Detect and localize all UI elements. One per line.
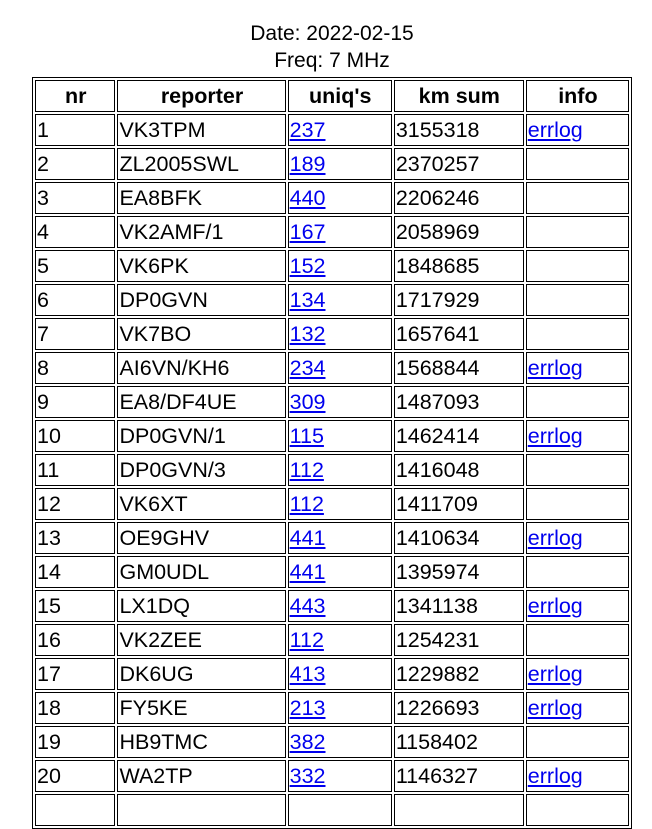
cell-info bbox=[526, 794, 629, 826]
cell-km-sum: 2206246 bbox=[394, 182, 524, 214]
cell-nr: 10 bbox=[35, 420, 115, 452]
cell-uniqs-link[interactable]: 234 bbox=[289, 356, 326, 380]
cell-nr: 11 bbox=[35, 454, 115, 486]
cell-reporter: VK6PK bbox=[117, 250, 285, 282]
cell-km-sum: 1229882 bbox=[394, 658, 524, 690]
cell-uniqs-link[interactable]: 112 bbox=[289, 458, 324, 482]
cell-reporter: ZL2005SWL bbox=[117, 148, 285, 180]
cell-reporter: HB9TMC bbox=[117, 726, 285, 758]
cell-info-link[interactable]: errlog bbox=[527, 118, 583, 142]
cell-uniqs bbox=[288, 386, 392, 418]
cell-uniqs-link[interactable]: 152 bbox=[289, 254, 326, 278]
table-row bbox=[35, 488, 629, 520]
cell-km-sum: 1254231 bbox=[394, 624, 524, 656]
table-row bbox=[35, 658, 629, 690]
cell-info bbox=[526, 318, 629, 350]
column-header-km-sum: km sum bbox=[394, 80, 524, 112]
cell-uniqs bbox=[288, 522, 392, 554]
cell-info bbox=[526, 250, 629, 282]
cell-km-sum: 1848685 bbox=[394, 250, 524, 282]
cell-info-link[interactable]: errlog bbox=[527, 526, 583, 550]
cell-uniqs bbox=[288, 114, 392, 146]
reporter-ranking-table bbox=[32, 77, 632, 829]
cell-reporter: DP0GVN/3 bbox=[117, 454, 285, 486]
cell-reporter: OE9GHV bbox=[117, 522, 285, 554]
cell-nr: 5 bbox=[35, 250, 115, 282]
table-row bbox=[35, 386, 629, 418]
cell-reporter: VK7BO bbox=[117, 318, 285, 350]
cell-reporter: VK2AMF/1 bbox=[117, 216, 285, 248]
cell-uniqs bbox=[288, 488, 392, 520]
cell-uniqs-link[interactable]: 309 bbox=[289, 390, 326, 414]
table-header bbox=[35, 80, 629, 112]
cell-nr: 18 bbox=[35, 692, 115, 724]
cell-uniqs bbox=[288, 726, 392, 758]
cell-info bbox=[526, 556, 629, 588]
cell-info bbox=[526, 114, 629, 146]
cell-info-link[interactable]: errlog bbox=[527, 424, 583, 448]
cell-km-sum: 1487093 bbox=[394, 386, 524, 418]
cell-nr: 12 bbox=[35, 488, 115, 520]
cell-uniqs bbox=[288, 624, 392, 656]
table-row bbox=[35, 454, 629, 486]
cell-info bbox=[526, 182, 629, 214]
cell-reporter: DK6UG bbox=[117, 658, 285, 690]
cell-km-sum: 3155318 bbox=[394, 114, 524, 146]
report-header bbox=[0, 20, 652, 74]
cell-info bbox=[526, 352, 629, 384]
cell-km-sum: 1410634 bbox=[394, 522, 524, 554]
cell-info bbox=[526, 692, 629, 724]
header-row bbox=[35, 80, 629, 112]
cell-km-sum: 2370257 bbox=[394, 148, 524, 180]
cell-km-sum: 1568844 bbox=[394, 352, 524, 384]
cell-reporter: VK3TPM bbox=[117, 114, 285, 146]
cell-uniqs-link[interactable]: 189 bbox=[289, 152, 326, 176]
cell-info bbox=[526, 658, 629, 690]
table-row bbox=[35, 794, 629, 826]
cell-uniqs bbox=[288, 318, 392, 350]
freq-line: Freq: 7 MHz bbox=[274, 49, 390, 72]
table-row bbox=[35, 352, 629, 384]
cell-km-sum: 1717929 bbox=[394, 284, 524, 316]
cell-info bbox=[526, 454, 629, 486]
cell-uniqs bbox=[288, 794, 392, 826]
cell-uniqs bbox=[288, 284, 392, 316]
cell-km-sum: 1416048 bbox=[394, 454, 524, 486]
cell-nr: 13 bbox=[35, 522, 115, 554]
cell-info bbox=[526, 590, 629, 622]
cell-info bbox=[526, 216, 629, 248]
cell-reporter: AI6VN/KH6 bbox=[117, 352, 285, 384]
cell-info bbox=[526, 148, 629, 180]
cell-km-sum: 1226693 bbox=[394, 692, 524, 724]
cell-uniqs-link[interactable]: 441 bbox=[289, 560, 326, 584]
cell-uniqs bbox=[288, 250, 392, 282]
cell-uniqs-link[interactable]: 441 bbox=[289, 526, 326, 550]
cell-uniqs-link[interactable]: 112 bbox=[289, 628, 324, 652]
table-row bbox=[35, 522, 629, 554]
cell-uniqs-link[interactable]: 115 bbox=[289, 424, 324, 448]
cell-km-sum: 1395974 bbox=[394, 556, 524, 588]
cell-nr: 15 bbox=[35, 590, 115, 622]
cell-info bbox=[526, 624, 629, 656]
cell-info bbox=[526, 726, 629, 758]
cell-uniqs bbox=[288, 760, 392, 792]
cell-nr: 1 bbox=[35, 114, 115, 146]
cell-km-sum: 1462414 bbox=[394, 420, 524, 452]
cell-km-sum: 1411709 bbox=[394, 488, 524, 520]
cell-info bbox=[526, 488, 629, 520]
cell-nr: 3 bbox=[35, 182, 115, 214]
table-row bbox=[35, 760, 629, 792]
cell-uniqs-link[interactable]: 112 bbox=[289, 492, 324, 516]
cell-uniqs bbox=[288, 182, 392, 214]
cell-uniqs bbox=[288, 658, 392, 690]
cell-info bbox=[526, 386, 629, 418]
cell-nr: 19 bbox=[35, 726, 115, 758]
cell-reporter bbox=[117, 794, 285, 826]
cell-uniqs-link[interactable]: 443 bbox=[289, 594, 326, 618]
table-row bbox=[35, 590, 629, 622]
cell-info-link[interactable]: errlog bbox=[527, 696, 583, 720]
cell-reporter: VK6XT bbox=[117, 488, 285, 520]
cell-uniqs bbox=[288, 352, 392, 384]
cell-info bbox=[526, 522, 629, 554]
cell-km-sum: 1341138 bbox=[394, 590, 524, 622]
column-header-uniqs: uniq's bbox=[288, 80, 392, 112]
cell-nr: 2 bbox=[35, 148, 115, 180]
cell-nr: 9 bbox=[35, 386, 115, 418]
cell-nr: 4 bbox=[35, 216, 115, 248]
cell-nr: 20 bbox=[35, 760, 115, 792]
cell-nr: 16 bbox=[35, 624, 115, 656]
cell-info-link[interactable]: errlog bbox=[527, 356, 583, 380]
cell-km-sum: 2058969 bbox=[394, 216, 524, 248]
cell-reporter: EA8BFK bbox=[117, 182, 285, 214]
table-row bbox=[35, 556, 629, 588]
cell-uniqs-link[interactable]: 213 bbox=[289, 696, 326, 720]
column-header-info: info bbox=[526, 80, 629, 112]
table-row bbox=[35, 692, 629, 724]
cell-km-sum: 1146327 bbox=[394, 760, 524, 792]
cell-uniqs bbox=[288, 590, 392, 622]
cell-uniqs bbox=[288, 216, 392, 248]
cell-uniqs bbox=[288, 556, 392, 588]
table-row bbox=[35, 624, 629, 656]
cell-info-link[interactable]: errlog bbox=[527, 662, 583, 686]
cell-info-link[interactable]: errlog bbox=[527, 764, 583, 788]
cell-reporter: LX1DQ bbox=[117, 590, 285, 622]
table-row bbox=[35, 318, 629, 350]
cell-km-sum bbox=[394, 794, 524, 826]
cell-reporter: WA2TP bbox=[117, 760, 285, 792]
cell-uniqs-link[interactable]: 382 bbox=[289, 730, 326, 754]
cell-uniqs-link[interactable]: 413 bbox=[289, 662, 326, 686]
cell-uniqs-link[interactable]: 332 bbox=[289, 764, 326, 788]
cell-uniqs bbox=[288, 420, 392, 452]
table-row bbox=[35, 114, 629, 146]
table-row bbox=[35, 148, 629, 180]
cell-uniqs-link[interactable]: 132 bbox=[289, 322, 326, 346]
cell-info bbox=[526, 284, 629, 316]
cell-nr: 8 bbox=[35, 352, 115, 384]
table-row bbox=[35, 250, 629, 282]
cell-reporter: GM0UDL bbox=[117, 556, 285, 588]
cell-uniqs bbox=[288, 692, 392, 724]
column-header-nr: nr bbox=[35, 80, 115, 112]
cell-uniqs-link[interactable]: 134 bbox=[289, 288, 326, 312]
cell-reporter: EA8/DF4UE bbox=[117, 386, 285, 418]
cell-reporter: DP0GVN/1 bbox=[117, 420, 285, 452]
cell-uniqs bbox=[288, 148, 392, 180]
table-row bbox=[35, 420, 629, 452]
cell-uniqs-link[interactable]: 440 bbox=[289, 186, 326, 210]
column-header-reporter: reporter bbox=[117, 80, 285, 112]
date-line: Date: 2022-02-15 bbox=[250, 22, 414, 45]
cell-uniqs-link[interactable]: 167 bbox=[289, 220, 326, 244]
cell-uniqs-link[interactable]: 237 bbox=[289, 118, 326, 142]
cell-info bbox=[526, 420, 629, 452]
cell-nr: 7 bbox=[35, 318, 115, 350]
table-row bbox=[35, 216, 629, 248]
cell-uniqs bbox=[288, 454, 392, 486]
cell-nr bbox=[35, 794, 115, 826]
cell-km-sum: 1158402 bbox=[394, 726, 524, 758]
cell-km-sum: 1657641 bbox=[394, 318, 524, 350]
table-row bbox=[35, 284, 629, 316]
cell-nr: 14 bbox=[35, 556, 115, 588]
cell-reporter: FY5KE bbox=[117, 692, 285, 724]
cell-reporter: VK2ZEE bbox=[117, 624, 285, 656]
cell-nr: 17 bbox=[35, 658, 115, 690]
table-body bbox=[35, 114, 629, 826]
cell-info bbox=[526, 760, 629, 792]
cell-nr: 6 bbox=[35, 284, 115, 316]
table-row bbox=[35, 182, 629, 214]
cell-info-link[interactable]: errlog bbox=[527, 594, 583, 618]
cell-reporter: DP0GVN bbox=[117, 284, 285, 316]
table-row bbox=[35, 726, 629, 758]
